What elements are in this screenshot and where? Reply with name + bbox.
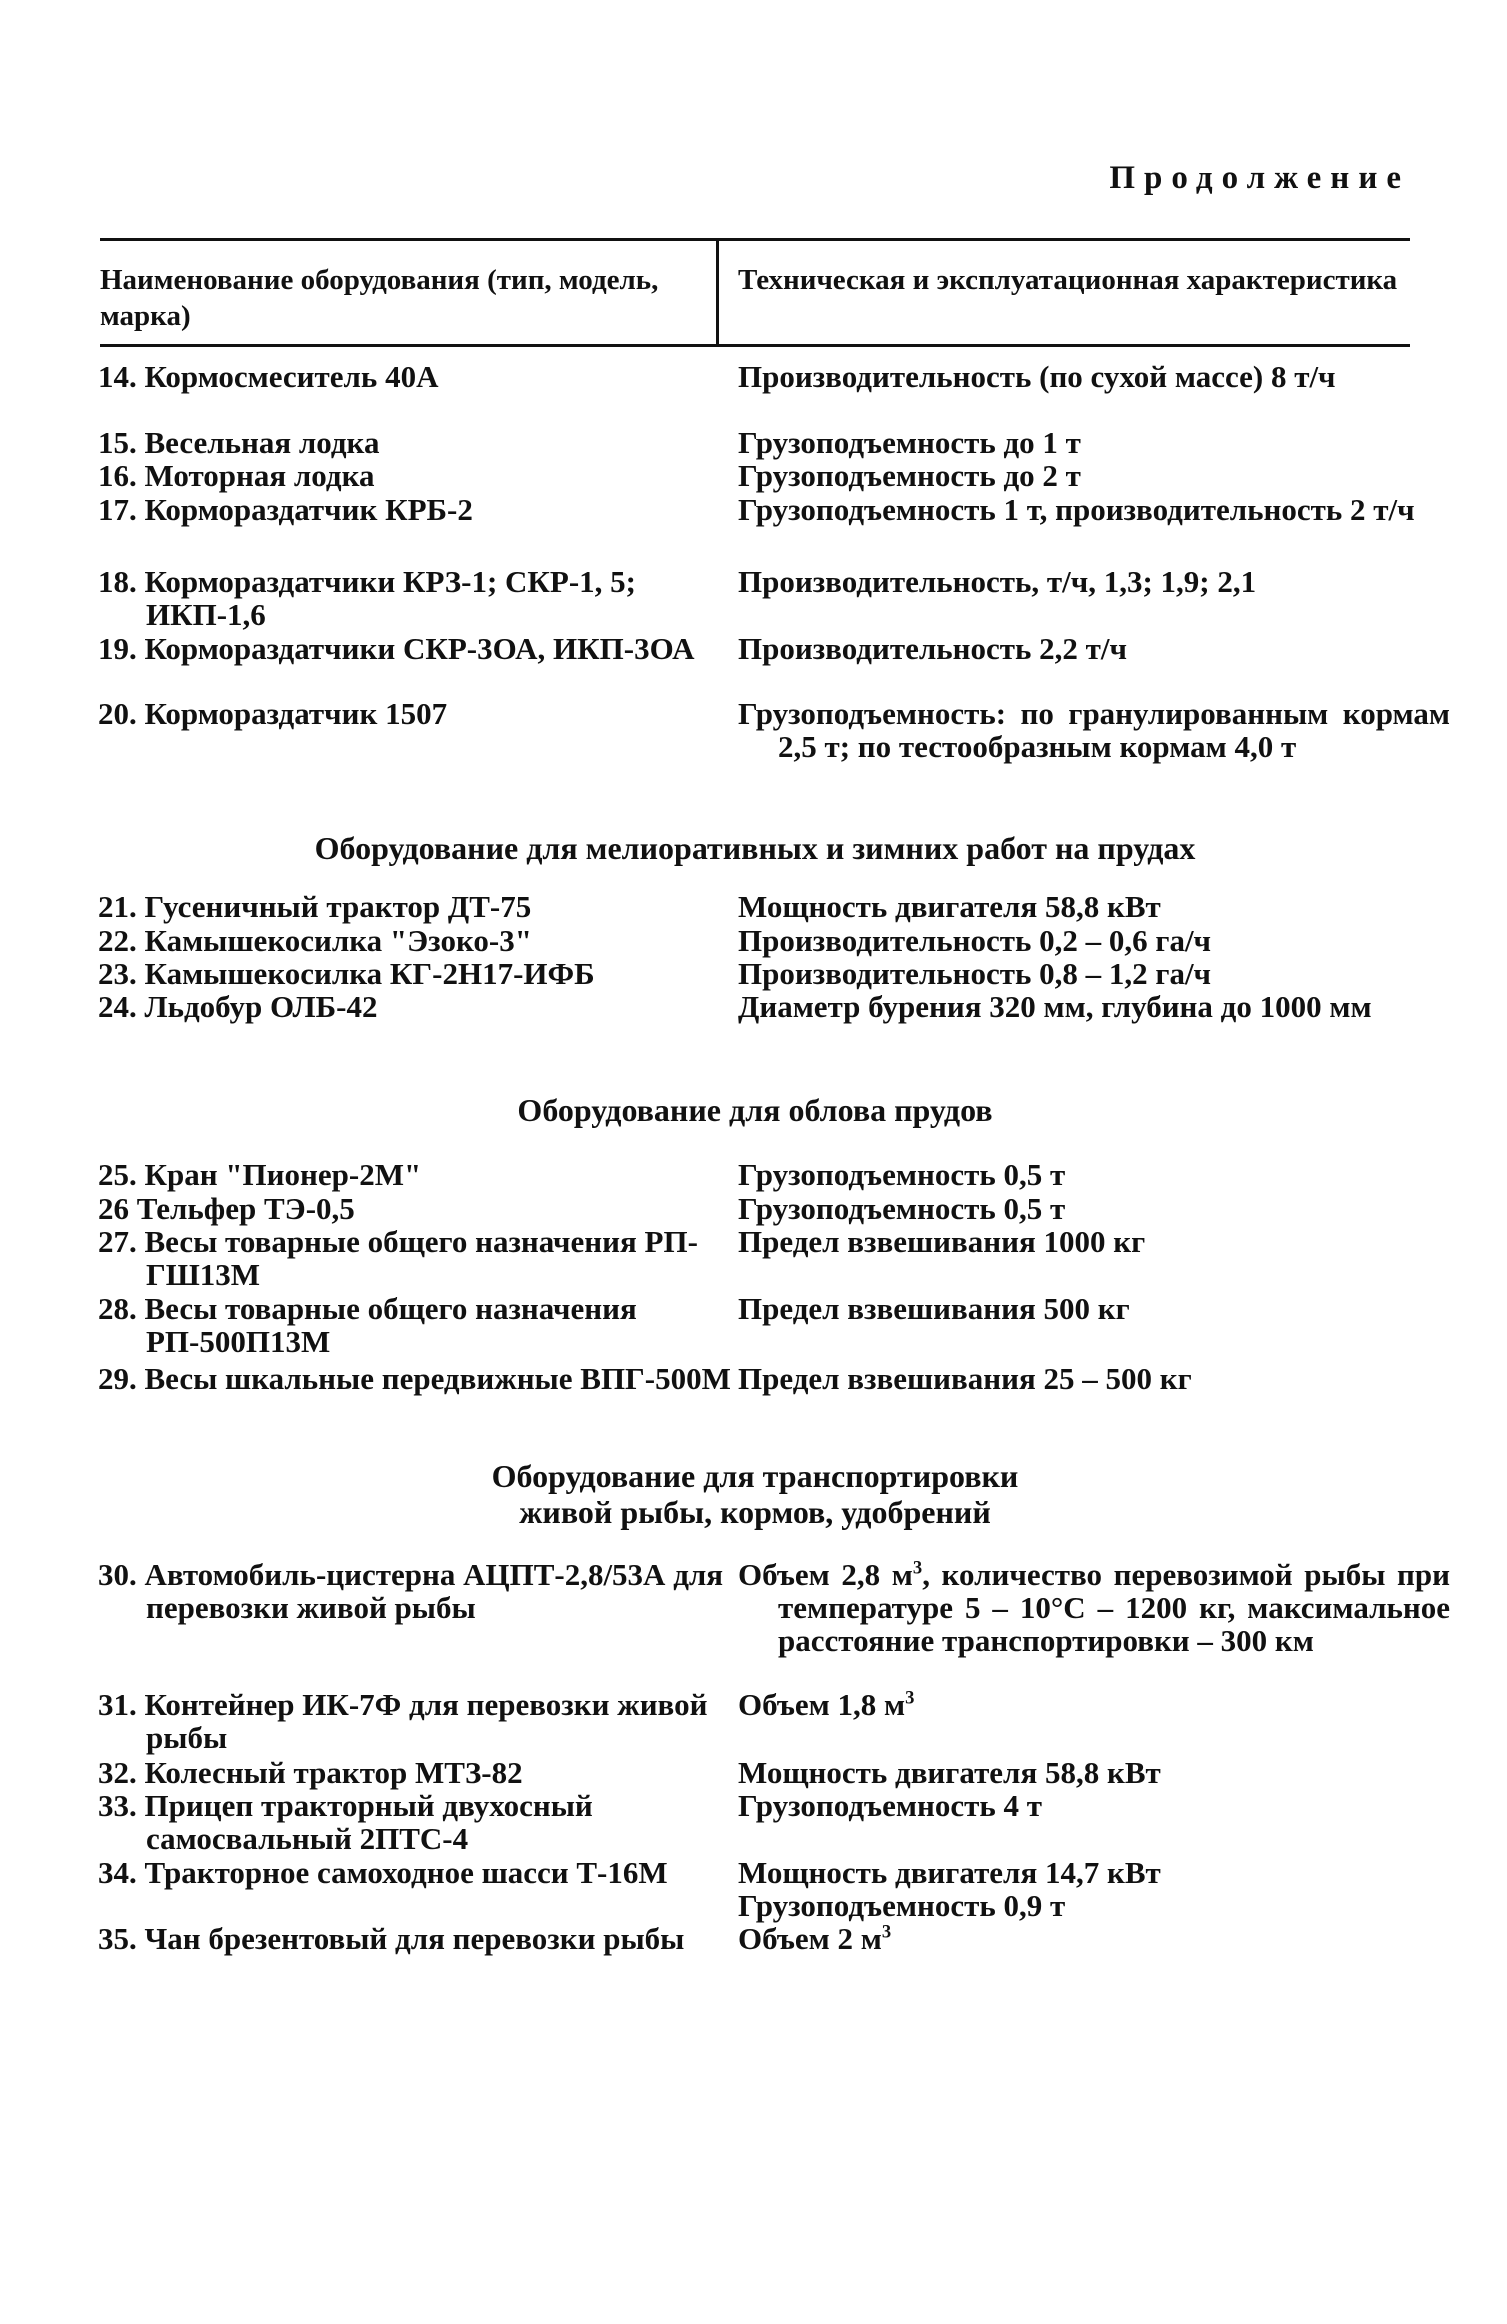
row-number: 17. [98,492,137,527]
equipment-name [98,493,698,526]
equipment-name [98,1688,746,1754]
equipment-spec: Мощность двигателя 58,8 кВт [738,1755,1161,1790]
row-number: 21. [98,889,137,924]
row-name: Кормораздатчики КРЗ-1; СКР-1, 5; ИКП-1,6 [144,564,636,632]
equipment-name [98,632,746,665]
section-heading: Оборудование для мелиоративных и зимних работ на прудах [314,830,1196,866]
row-number: 33. [98,1788,137,1823]
equipment-spec: Производительность 2,2 т/ч [738,631,1127,666]
equipment-spec: Производительность, т/ч, 1,3; 1,9; 2,1 [738,564,1257,599]
spec-text: Объем 2 м [738,1921,882,1956]
equipment-spec: Мощность двигателя 58,8 кВт [738,889,1161,924]
equipment-name [98,1856,746,1889]
header-column-divider [716,240,719,346]
equipment-spec: Производительность 0,2 – 0,6 га/ч [738,923,1212,958]
row-number: 23. [98,956,137,991]
row-name: Кормосмеситель 40А [144,359,439,394]
equipment-name [98,1192,698,1225]
row-name: Кормораздатчики СКР-3ОА, ИКП-3ОА [144,631,695,666]
equipment-name [98,1225,746,1291]
row-name: Чан брезентовый для перевозки рыбы [144,1921,685,1956]
equipment-name [98,360,698,393]
row-name: Кран "Пионер-2М" [144,1157,422,1192]
row-number: 28. [98,1291,137,1326]
equipment-spec: Предел взвешивания 1000 кг [738,1224,1146,1259]
equipment-spec [738,1856,1410,1922]
equipment-name [98,1756,698,1789]
equipment-spec: Предел взвешивания 500 кг [738,1291,1130,1326]
equipment-spec: Предел взвешивания 25 – 500 кг [738,1361,1192,1396]
row-number: 18. [98,564,137,599]
row-number: 24. [98,989,137,1024]
equipment-spec: Грузоподъемность 4 т [738,1788,1042,1823]
equipment-spec [738,1922,1410,1955]
row-number: 27. [98,1224,137,1259]
row-number: 35. [98,1921,137,1956]
row-name: Прицеп тракторный двухосный самосвальный 2ПТС-4 [144,1788,593,1856]
row-number: 19. [98,631,137,666]
row-number: 14. [98,359,137,394]
row-number: 20. [98,696,137,731]
equipment-name [98,957,698,990]
spec-superscript: 3 [912,1557,923,1579]
spec-text: Объем 1,8 м [738,1687,906,1722]
section-heading: Оборудование для облова прудов [517,1092,993,1128]
row-name: Кормораздатчик КРБ-2 [144,492,473,527]
row-number: 32. [98,1755,137,1790]
row-name: Льдобур ОЛБ-42 [144,989,378,1024]
equipment-spec: Грузоподъемность 0,5 т [738,1191,1066,1226]
row-name: Камышекосилка "Эзоко-3" [144,923,532,958]
equipment-spec: Грузоподъемность до 1 т [738,425,1081,460]
row-name: Моторная лодка [144,458,375,493]
spec-line: Грузоподъемность 0,9 т [738,1888,1066,1923]
row-name: Камышекосилка КГ-2Н17-ИФБ [144,956,595,991]
column-header-spec: Техническая и эксплуатационная характеристика [738,264,1398,296]
equipment-name [98,1789,746,1855]
row-name: Весы товарные общего назначения РП-ГШ13М [144,1224,698,1292]
equipment-name [98,890,698,923]
equipment-spec: Грузоподъемность: по гранулированным кормам 2,5 т; по тестообразным кормам 4,0 т [738,696,1450,764]
row-name: Весы товарные общего назначения РП-500П13М [144,1291,637,1359]
equipment-name [98,1558,746,1624]
row-number: 22. [98,923,137,958]
header-bottom-rule [100,344,1410,347]
row-number: 30. [98,1557,137,1592]
equipment-spec: Диаметр бурения 320 мм, глубина до 1000 мм [738,989,1372,1024]
table-top-rule [100,238,1410,241]
equipment-name [98,565,746,631]
section-heading-line: живой рыбы, кормов, удобрений [519,1494,991,1530]
row-name: Кормораздатчик 1507 [144,696,448,731]
equipment-name [98,1158,698,1191]
equipment-spec [738,1558,1450,1657]
spec-superscript: 3 [905,1687,915,1709]
spec-superscript: 3 [881,1921,892,1943]
equipment-name [98,426,698,459]
column-header-name: Наименование оборудования (тип, модель, марка) [100,264,659,332]
row-name: Колесный трактор МТЗ-82 [144,1755,523,1790]
section-heading-line: Оборудование для транспортировки [491,1458,1019,1494]
row-name: Гусеничный трактор ДТ-75 [144,889,532,924]
equipment-spec: Грузоподъемность 1 т, производительность 2 т/ч [738,492,1415,527]
equipment-name [98,459,698,492]
row-name: Весельная лодка [144,425,380,460]
row-name: Контейнер ИК-7Ф для перевозки живой рыбы [144,1687,708,1755]
spec-text: , количество перевозимой рыбы при температуре 5 – 10°С – 1200 кг, максимальное расстояние транспортировки – 300 км [778,1557,1450,1658]
equipment-name [98,990,698,1023]
equipment-spec: Производительность (по сухой массе) 8 т/ч [738,359,1336,394]
row-name: Автомобиль-цистерна АЦПТ-2,8/53А для перевозки живой рыбы [144,1557,724,1625]
equipment-spec: Грузоподъемность 0,5 т [738,1157,1066,1192]
spec-line: Мощность двигателя 14,7 кВт [738,1855,1161,1890]
equipment-name [98,1292,746,1358]
equipment-spec: Производительность 0,8 – 1,2 га/ч [738,956,1212,991]
row-name: Тельфер ТЭ-0,5 [136,1191,355,1226]
row-number: 16. [98,458,137,493]
equipment-spec [738,1688,1410,1721]
row-number: 25. [98,1157,137,1192]
row-number: 15. [98,425,137,460]
row-number: 29. [98,1361,137,1396]
row-name: Тракторное самоходное шасси Т-16М [144,1855,668,1890]
equipment-name [98,1922,746,1955]
equipment-name [98,697,698,730]
spec-text: Объем 2,8 м [738,1557,913,1592]
row-number: 31. [98,1687,137,1722]
row-number: 26 [98,1191,129,1226]
equipment-name [98,924,698,957]
row-number: 34. [98,1855,137,1890]
equipment-spec: Грузоподъемность до 2 т [738,458,1081,493]
equipment-name [98,1362,746,1395]
section-heading [100,1458,1410,1530]
row-name: Весы шкальные передвижные ВПГ-500М [144,1361,731,1396]
continuation-label: Продолжение [1109,160,1410,196]
